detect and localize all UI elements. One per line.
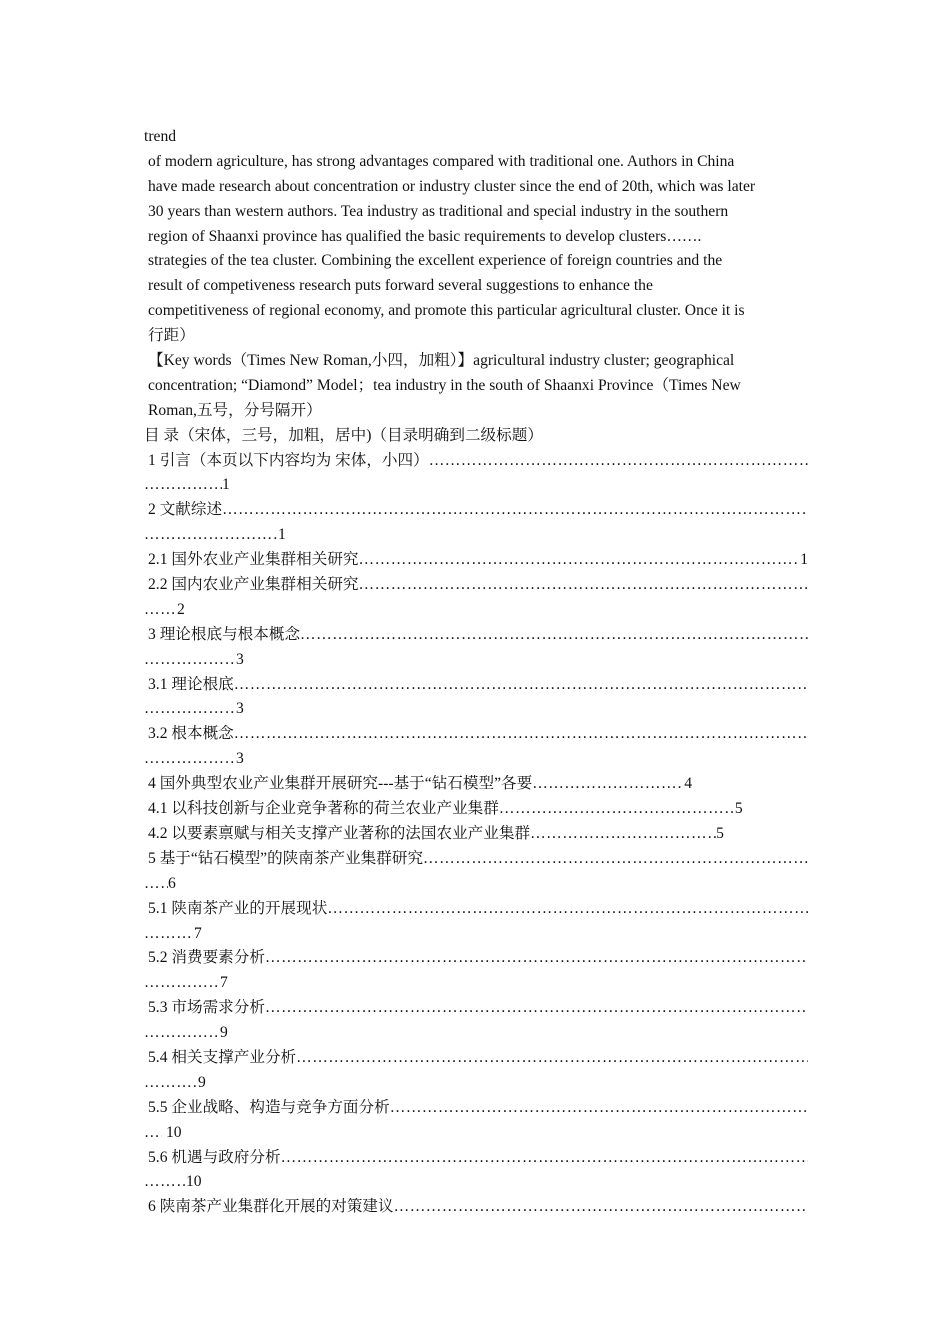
toc-entry-continuation (144, 598, 808, 623)
dot-leader (144, 1170, 186, 1195)
keywords-line: 【Key words（Times New Roman,小四，加粗）】agricultural industry cluster; geographical (148, 352, 735, 370)
toc-entry[interactable] (144, 673, 808, 698)
dot-leader (144, 872, 168, 897)
dot-leader (281, 1146, 808, 1171)
dot-leader (144, 598, 177, 623)
toc-title: 3.2 根本概念 (148, 725, 234, 743)
toc-heading: 目 录（宋体，三号，加粗，居中)（目录明确到二级标题） (144, 426, 543, 444)
toc-title: 5.1 陕南茶产业的开展现状 (148, 899, 328, 917)
dot-leader (300, 623, 808, 648)
document-page (144, 125, 808, 1220)
dot-leader (234, 722, 808, 747)
toc-page: 3 (236, 700, 244, 718)
toc-entry[interactable] (144, 996, 808, 1021)
toc-title: 4.2 以要素禀赋与相关支撑产业著称的法国农业产业集群 (148, 824, 531, 842)
toc-entry[interactable] (144, 1195, 808, 1220)
dot-leader (499, 797, 735, 822)
toc-title: 1 引言（本页以下内容均为 宋体，小四） (148, 451, 429, 469)
abstract-line: strategies of the tea cluster. Combining the excellent experience of foreign countries and the (148, 252, 723, 270)
toc-entry-continuation (144, 971, 808, 996)
toc-entry-continuation (144, 523, 808, 548)
toc-entry[interactable] (144, 772, 808, 797)
toc-page: 3 (236, 650, 244, 668)
toc-entry-continuation (144, 1021, 808, 1046)
dot-leader (296, 1046, 808, 1071)
dot-leader (144, 1021, 220, 1046)
dot-leader (144, 1121, 162, 1146)
toc-entry[interactable] (144, 1046, 808, 1071)
toc-page: 1 (278, 526, 286, 544)
toc-title: 5.5 企业战略、构造与竞争方面分析 (148, 1098, 390, 1116)
dot-leader (265, 996, 808, 1021)
toc-page: 9 (220, 1024, 228, 1042)
toc-title: 3.1 理论根底 (148, 675, 234, 693)
dot-leader (144, 747, 236, 772)
dot-leader (144, 648, 236, 673)
abstract-line: 30 years than western authors. Tea industry as traditional and special industry in the southern (148, 202, 729, 220)
toc-title: 6 陕南茶产业集群化开展的对策建议 (148, 1198, 394, 1216)
dot-leader (234, 673, 808, 698)
dot-leader (390, 1096, 808, 1121)
toc-entry-continuation (144, 747, 808, 772)
abstract-line: trend (144, 128, 177, 145)
dot-leader (423, 847, 808, 872)
toc-page: 7 (194, 924, 202, 942)
toc-entry[interactable] (144, 946, 808, 971)
toc-entry[interactable] (144, 847, 808, 872)
dot-leader (327, 897, 808, 922)
dot-leader (144, 971, 220, 996)
toc-entry-continuation (144, 1071, 808, 1096)
toc-title: 2.1 国外农业产业集群相关研究 (148, 551, 359, 569)
toc-page: 2 (177, 600, 185, 618)
keywords-line: Roman,五号，分号隔开） (148, 401, 322, 419)
toc-title: 3 理论根底与根本概念 (148, 625, 301, 643)
dot-leader (144, 922, 194, 947)
dot-leader (530, 822, 716, 847)
toc-page: 9 (198, 1073, 206, 1091)
toc-entry[interactable] (144, 897, 808, 922)
toc-entry[interactable] (144, 573, 808, 598)
toc-entry-continuation (144, 922, 808, 947)
toc-entry[interactable] (144, 449, 808, 474)
dot-leader (359, 548, 801, 573)
toc-entry-continuation (144, 1170, 808, 1195)
dot-leader (144, 1071, 198, 1096)
toc-title: 5.3 市场需求分析 (148, 999, 265, 1017)
toc-entry[interactable] (144, 722, 808, 747)
toc-page: 4 (684, 775, 692, 793)
toc-page: 1 (800, 551, 808, 569)
abstract-line: region of Shaanxi province has qualified the basic requirements to develop clusters……. (148, 227, 702, 245)
abstract-line: have made research about concentration or industry cluster since the end of 20th, which was later (148, 177, 756, 195)
abstract-line: result of competiveness research puts forward several suggestions to enhance the (148, 277, 653, 295)
toc-entry[interactable] (144, 498, 808, 523)
toc-title: 5.4 相关支撑产业分析 (148, 1048, 297, 1066)
toc-title: 5.6 机遇与政府分析 (148, 1148, 281, 1166)
dot-leader (265, 946, 808, 971)
dot-leader (429, 449, 808, 474)
dot-leader (359, 573, 808, 598)
toc-entry[interactable] (144, 623, 808, 648)
toc-page: 10 (166, 1123, 182, 1141)
toc-entry-continuation (144, 648, 808, 673)
toc-title: 2 文献综述 (148, 501, 223, 519)
toc-title: 4.1 以科技创新与企业竞争著称的荷兰农业产业集群 (148, 800, 499, 818)
toc-title: 5.2 消费要素分析 (148, 949, 265, 967)
toc-page: 3 (236, 750, 244, 768)
toc-title: 5 基于“钻石模型”的陕南茶产业集群研究 (148, 849, 424, 867)
toc-entry-continuation (144, 473, 808, 498)
toc-entry[interactable] (144, 1096, 808, 1121)
toc-page: 6 (168, 874, 176, 892)
keywords-line: concentration; “Diamond” Model；tea industry in the south of Shaanxi Province（Times New (148, 376, 741, 394)
dot-leader (144, 697, 236, 722)
toc-entry[interactable] (144, 822, 808, 847)
toc-entry[interactable] (144, 797, 808, 822)
dot-leader (222, 498, 808, 523)
dot-leader (394, 1195, 808, 1220)
abstract-line: 行距） (148, 327, 195, 345)
abstract-line: of modern agriculture, has strong advantages compared with traditional one. Authors in China (148, 152, 735, 170)
toc-page: 5 (716, 824, 724, 842)
toc-entry-continuation (144, 872, 808, 897)
abstract-line: competitiveness of regional economy, and promote this particular agricultural cluster. Once it is (148, 302, 745, 320)
toc-entry[interactable] (144, 548, 808, 573)
toc-entry-continuation (144, 697, 808, 722)
dot-leader (144, 523, 278, 548)
toc-page: 1 (222, 476, 230, 494)
dot-leader (144, 473, 222, 498)
toc-title: 2.2 国内农业产业集群相关研究 (148, 576, 359, 594)
toc-title: 4 国外典型农业产业集群开展研究---基于“钻石模型”各要 (148, 775, 533, 793)
toc-entry-continuation (144, 1121, 808, 1146)
dot-leader (532, 772, 684, 797)
toc-entry[interactable] (144, 1146, 808, 1171)
toc-page: 7 (220, 974, 228, 992)
toc-page: 10 (186, 1173, 202, 1191)
toc-page: 5 (734, 800, 743, 818)
